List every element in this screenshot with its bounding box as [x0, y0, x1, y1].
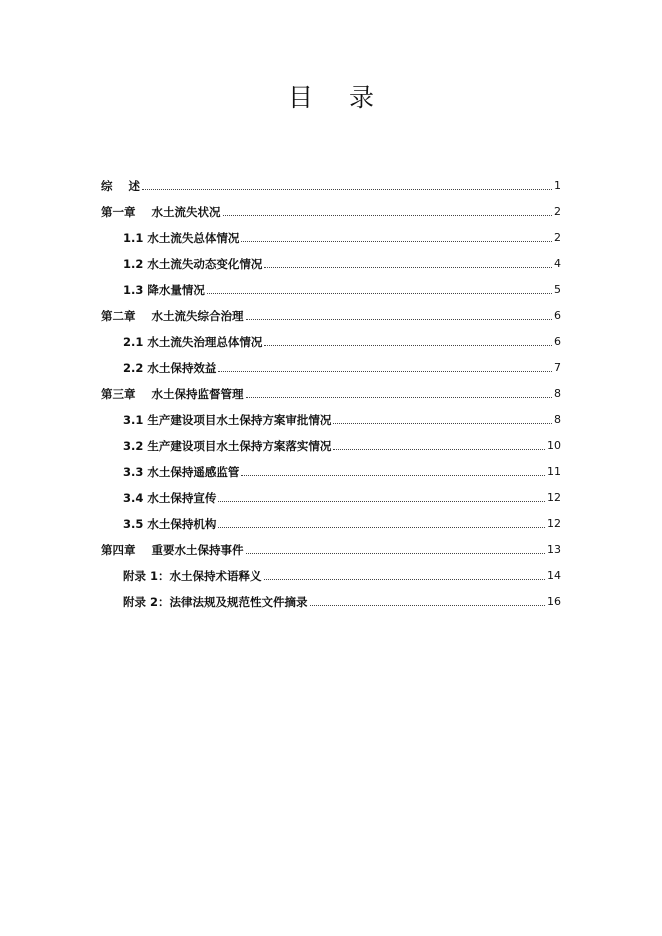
toc-page-number: 2 — [554, 205, 561, 218]
toc-leader-dots — [264, 345, 552, 346]
toc-entry-label: 3.2 生产建设项目水土保持方案落实情况 — [123, 439, 332, 453]
toc-entry-label: 1.1 水土流失总体情况 — [123, 231, 240, 245]
toc-entry-label: 附录 1：水土保持术语释义 — [123, 569, 262, 583]
toc-entry[interactable] — [101, 298, 561, 324]
toc-entry[interactable] — [101, 220, 561, 246]
toc-entry-label: 附录 2：法律法规及规范性文件摘录 — [123, 595, 308, 609]
toc-entry[interactable] — [101, 558, 561, 584]
toc-page-number: 6 — [554, 335, 561, 348]
toc-entry-label: 1.3 降水量情况 — [123, 283, 205, 297]
toc-leader-dots — [241, 241, 552, 242]
toc-entry[interactable] — [101, 168, 561, 194]
toc-entry-label: 3.3 水土保持遥感监管 — [123, 465, 240, 479]
toc-page-number: 11 — [547, 465, 561, 478]
toc-page-number: 7 — [554, 361, 561, 374]
toc-entry-label: 第四章 重要水土保持事件 — [101, 543, 244, 557]
toc-entry[interactable] — [101, 428, 561, 454]
toc-leader-dots — [218, 527, 545, 528]
toc-entry[interactable] — [101, 506, 561, 532]
toc-entry[interactable] — [101, 324, 561, 350]
toc-leader-dots — [333, 423, 552, 424]
toc-entry[interactable] — [101, 246, 561, 272]
toc-page-number: 12 — [547, 517, 561, 530]
toc-entry-label: 第一章 水土流失状况 — [101, 205, 221, 219]
toc-leader-dots — [207, 293, 552, 294]
toc-entry-label: 3.4 水土保持宣传 — [123, 491, 217, 505]
toc-leader-dots — [264, 579, 545, 580]
toc-entry-label: 2.1 水土流失治理总体情况 — [123, 335, 263, 349]
toc-leader-dots — [246, 397, 552, 398]
toc-leader-dots — [310, 605, 545, 606]
toc-entry-label: 1.2 水土流失动态变化情况 — [123, 257, 263, 271]
toc-entry-label: 2.2 水土保持效益 — [123, 361, 217, 375]
toc-page-number: 10 — [547, 439, 561, 452]
toc-leader-dots — [333, 449, 545, 450]
toc-leader-dots — [241, 475, 545, 476]
toc-entry-label: 综 述 — [101, 179, 141, 193]
toc-entry[interactable] — [101, 350, 561, 376]
toc-leader-dots — [218, 371, 552, 372]
toc-entry-label: 3.1 生产建设项目水土保持方案审批情况 — [123, 413, 332, 427]
toc-entry[interactable] — [101, 402, 561, 428]
toc-entry[interactable] — [101, 584, 561, 610]
toc-page-number: 12 — [547, 491, 561, 504]
toc-leader-dots — [264, 267, 552, 268]
toc-entry[interactable] — [101, 454, 561, 480]
toc-entry[interactable] — [101, 272, 561, 298]
toc-page-number: 6 — [554, 309, 561, 322]
toc-entry[interactable] — [101, 376, 561, 402]
toc-page-number: 14 — [547, 569, 561, 582]
toc-entry-label: 3.5 水土保持机构 — [123, 517, 217, 531]
toc-entry[interactable] — [101, 532, 561, 558]
toc-page-number: 16 — [547, 595, 561, 608]
toc-entry[interactable] — [101, 480, 561, 506]
toc-entry-label: 第二章 水土流失综合治理 — [101, 309, 244, 323]
toc-page-number: 5 — [554, 283, 561, 296]
page-title: 目 录 — [288, 83, 388, 112]
toc-entry[interactable] — [101, 194, 561, 220]
toc-page-number: 4 — [554, 257, 561, 270]
table-of-contents — [101, 168, 561, 610]
toc-page-number: 8 — [554, 413, 561, 426]
toc-leader-dots — [246, 553, 545, 554]
toc-leader-dots — [218, 501, 545, 502]
toc-leader-dots — [223, 215, 552, 216]
toc-page-number: 13 — [547, 543, 561, 556]
toc-page-number: 8 — [554, 387, 561, 400]
toc-leader-dots — [246, 319, 552, 320]
toc-page-number: 2 — [554, 231, 561, 244]
toc-leader-dots — [142, 189, 552, 190]
toc-entry-label: 第三章 水土保持监督管理 — [101, 387, 244, 401]
toc-page-number: 1 — [554, 179, 561, 192]
